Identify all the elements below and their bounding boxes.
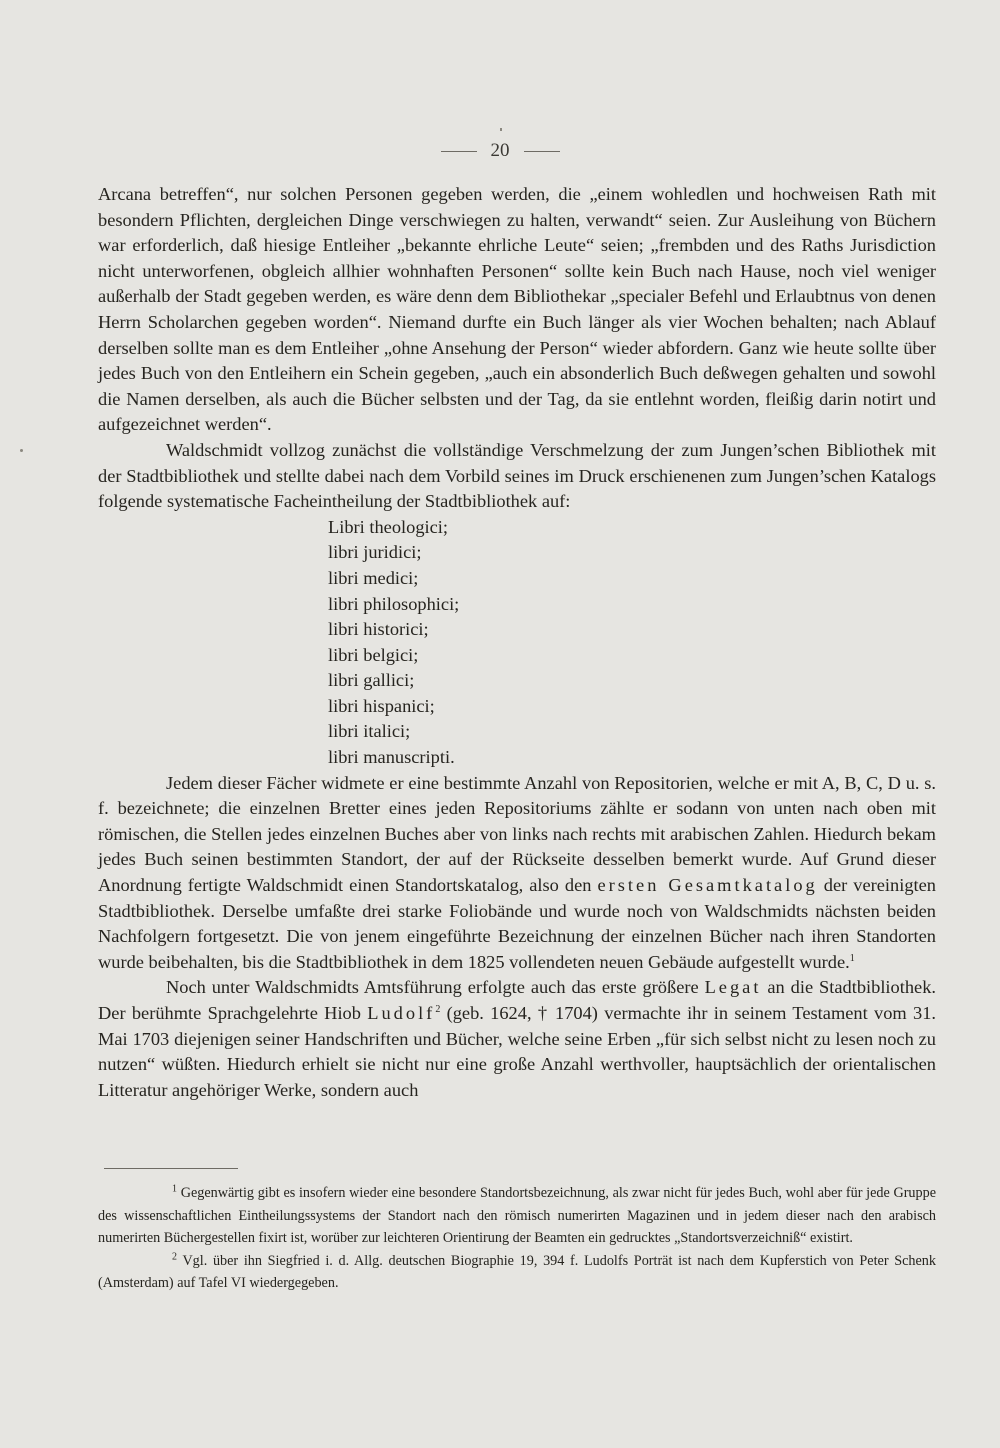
list-item: libri medici; (328, 567, 419, 588)
footnotes (98, 1182, 936, 1295)
header-rule-left (441, 151, 477, 152)
paragraph-4-text-b: an die Stadtbibliothek. Der berühmte Sprachgelehrte Hiob (98, 977, 936, 1023)
page-header (0, 140, 1000, 162)
list-item: libri belgici; (328, 644, 419, 665)
spaced-emphasis-legat: Legat (704, 977, 762, 998)
header-rule-right (524, 151, 560, 152)
footnote-2 (98, 1250, 936, 1295)
paragraph-4-text-c: (geb. 1624, † 1704) vermachte ihr in seinem Testament vom 31. Mai 1703 diejenigen seiner Handschriften und Bücher, welche seine Erben „für sich selbst nicht zu lesen noch zu nutzen“ wüßten. Hiedurch erhielt sie nicht nur eine große Anzahl werthvoller, hauptsächlich der orientalischen Litteratur angehöriger Werke, sondern auch (98, 1003, 936, 1100)
speck-mark (500, 128, 502, 131)
list-item: Libri theologici; (328, 516, 449, 537)
footnote-ref-2: 2 (435, 1003, 441, 1015)
paragraph-2: Waldschmidt vollzog zunächst die vollständige Verschmelzung der zum Jungen’schen Bibliothek mit der Stadtbibliothek und stellte dabei nach dem Vorbild seines im Druck erschienenen zum Jungen’schen Katalogs folgende systematische Facheintheilung der Stadtbibliothek auf: (98, 439, 936, 512)
page-number: 20 (490, 140, 510, 161)
spaced-emphasis-ludolf: Ludolf (367, 1003, 436, 1023)
paragraph-1: Arcana betreffen“, nur solchen Personen gegeben werden, die „einem wohledlen und hochweisen Rath mit besondern Pflichten, dergleichen Dinge verschwiegen zu halten, verwandt“ seien. Zur Ausleihung von Büchern war erforderlich, daß hiesige Entleiher „bekannte ehrliche Leute“ seien; „frembden und des Raths Jurisdiction nicht unterworfenen, obgleich allhier wohnhaften Personen“ sollte kein Buch nach Hause, noch viel weniger außerhalb der Stadt gegeben werden, es wäre denn dem Bibliothekar „specialer Befehl und Erlaubtnus von denen Herrn Scholarchen gegeben worden“. Niemand durfte ein Buch länger als vier Wochen behalten; nach Ablauf derselben sollte man es dem Entleiher „ohne Ansehung der Person“ wieder abfordern. Ganz wie heute sollte über jedes Buch von den Entleihern ein Schein gegeben, „auch ein absonderlich Buch deßwegen gehalten und sowohl die Namen derselben, als auch die Bücher selbsten und der Tag, da sie entlehnt worden, fleißig darin notirt und aufgezeichnet werden“. (98, 184, 936, 435)
list-item: libri juridici; (328, 542, 422, 563)
list-item: libri hispanici; (328, 695, 435, 716)
paragraph-4 (98, 975, 936, 1103)
margin-speck-mark (20, 449, 23, 452)
footnote-divider (104, 1168, 238, 1169)
footnote-marker: 1 (172, 1183, 177, 1195)
paragraph-3-text-a: Jedem dieser Fächer widmete er eine bestimmte Anzahl von Repositorien, welche er mit A, B, C, D u. s. f. bezeichnete; die einzelnen Bretter eines jeden Repositoriums zählte er sodann von unten nach oben mit römischen, die Stellen jedes einzelnen Buches aber von links nach rechts mit arabischen Zahlen. Hiedurch bekam jedes Buch seinen bestimmten Standort, der auf der Rückseite desselben bemerkt wurde. Auf Grund dieser Anordnung fertigte Waldschmidt einen Standortskatalog, also den (98, 772, 936, 896)
list-item: libri philosophici; (328, 593, 460, 614)
list-item: libri manuscripti. (328, 747, 455, 768)
list-item: libri gallici; (328, 670, 415, 691)
footnote-text: Gegenwärtig gibt es insofern wieder eine besondere Standortsbezeichnung, als zwar nicht für jedes Buch, wohl aber für jede Gruppe des wissenschaftlichen Eintheilungssystems der Standort nach den römisch numerirten Magazinen und in jedem dieser nach den arabisch numerirten Büchergestellen fixirt ist, worüber zur leichteren Orientirung der Beamten ein gedrucktes „Standortsverzeichniß“ existirt. (98, 1185, 937, 1247)
footnote-ref-1: 1 (849, 952, 855, 964)
paragraph-4-text-a: Noch unter Waldschmidts Amtsführung erfolgte auch das erste größere (166, 977, 699, 998)
list-item: libri historici; (328, 619, 429, 640)
list-item: libri italici; (328, 721, 411, 742)
spaced-emphasis: ersten Gesamtkatalog (597, 875, 818, 896)
footnote-1 (98, 1182, 936, 1250)
footnote-text: Vgl. über ihn Siegfried i. d. Allg. deutschen Biographie 19, 394 f. Ludolfs Porträt ist nach dem Kupferstich von Peter Schenk (Amsterdam) auf Tafel VI wiedergegeben. (98, 1252, 936, 1292)
footnote-marker: 2 (172, 1251, 177, 1263)
paragraph-3 (98, 771, 936, 976)
category-list (98, 515, 936, 771)
main-text (98, 182, 936, 1103)
paragraph-3-text-b: der vereinigten Stadtbibliothek. Derselbe umfaßte drei starke Foliobände und wurde noch von Waldschmidts nächsten beiden Nachfolgern fortgesetzt. Die von jenem eingeführte Bezeichnung der einzelnen Bücher nach ihren Standorten wurde beibehalten, bis die Stadtbibliothek in dem 1825 vollendeten neuen Gebäude aufgestellt wurde. (98, 875, 936, 972)
